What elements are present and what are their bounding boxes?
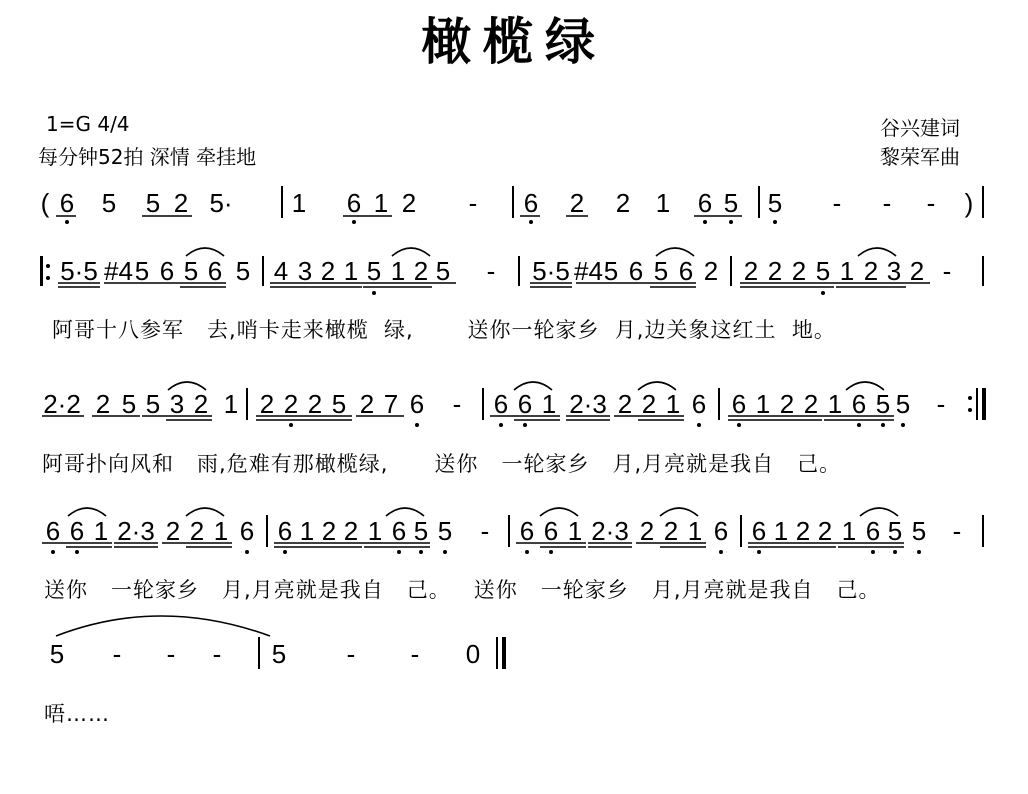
note: 2 (615, 188, 631, 218)
note: 1 (213, 516, 229, 546)
note: 5 (331, 389, 347, 419)
note: 2 (193, 389, 209, 419)
note: 5 (911, 516, 927, 546)
note: 5 (603, 256, 619, 286)
note: 2 (95, 389, 111, 419)
note: 5 (413, 516, 429, 546)
note: - (166, 639, 176, 669)
note: 5 (887, 516, 903, 546)
note: 1 (665, 389, 681, 419)
note: 6 (628, 256, 644, 286)
note: 2 (320, 256, 336, 286)
note: 6 (69, 516, 85, 546)
note: 7 (383, 389, 399, 419)
note: - (926, 188, 936, 218)
note: 5 (121, 389, 137, 419)
note: 2 (321, 516, 337, 546)
note: 5· (209, 188, 233, 218)
note: 5 (183, 256, 199, 286)
note: 6 (207, 256, 223, 286)
note: 1 (93, 516, 109, 546)
note: 2 (165, 516, 181, 546)
note: 2 (283, 389, 299, 419)
note: 2 (743, 256, 759, 286)
note: - (480, 516, 490, 546)
note: 5 (437, 516, 453, 546)
note: 6 (523, 188, 539, 218)
note: 1 (839, 256, 855, 286)
note: - (486, 256, 496, 286)
note: 2 (413, 256, 429, 286)
note: 2 (359, 389, 375, 419)
note: 1 (291, 188, 307, 218)
note: 5 (815, 256, 831, 286)
note: 2 (791, 256, 807, 286)
note: 5 (101, 188, 117, 218)
lyrics-line-3: 送你 一轮家乡 月,月亮就是我自 己。 送你 一轮家乡 月,月亮就是我自 己。 (44, 578, 881, 602)
note: 3 (886, 256, 902, 286)
note: 6 (517, 389, 533, 419)
note: 6 (691, 389, 707, 419)
note: 3 (297, 256, 313, 286)
note: 2 (173, 188, 189, 218)
note: - (952, 516, 962, 546)
note: - (112, 639, 122, 669)
note: 2 (663, 516, 679, 546)
note: 6 (519, 516, 535, 546)
note: 5 (366, 256, 382, 286)
note: - (882, 188, 892, 218)
note: 2 (703, 256, 719, 286)
note: 2 (641, 389, 657, 419)
note: 2·3 (591, 516, 629, 546)
note: 6 (543, 516, 559, 546)
note: 4 (273, 256, 289, 286)
note: 2 (909, 256, 925, 286)
note: 5 (895, 389, 911, 419)
note: 2·3 (117, 516, 155, 546)
note: 6 (865, 516, 881, 546)
note: 2 (343, 516, 359, 546)
note: 6 (678, 256, 694, 286)
note: - (942, 256, 952, 286)
note: ( (40, 188, 50, 218)
note: 1 (373, 188, 389, 218)
note: 2·2 (43, 389, 81, 419)
note: 1 (827, 389, 843, 419)
lyrics-line-1: 阿哥十八参军 去,哨卡走来橄榄 绿, 送你一轮家乡 月,边关象这红土 地。 (52, 318, 836, 342)
note: 1 (367, 516, 383, 546)
note: 2 (863, 256, 879, 286)
note: 2 (569, 188, 585, 218)
note: 1 (567, 516, 583, 546)
note: 5 (653, 256, 669, 286)
song-title: 橄榄绿 (421, 12, 607, 71)
note: 1 (343, 256, 359, 286)
note: 6 (159, 256, 175, 286)
note: 6 (239, 516, 255, 546)
key-signature: 1=G 4/4 (46, 112, 130, 136)
note: 6 (751, 516, 767, 546)
note: 2 (817, 516, 833, 546)
note: 5 (145, 389, 161, 419)
note: 6 (59, 188, 75, 218)
tempo-marking: 每分钟52拍 深情 牵挂地 (38, 145, 257, 169)
note: - (468, 188, 478, 218)
note: 1 (755, 389, 771, 419)
note: #4 (574, 256, 603, 286)
note: 2·3 (569, 389, 607, 419)
lyricist-credit: 谷兴建词 (880, 116, 960, 140)
note: 5 (145, 188, 161, 218)
note: 2 (307, 389, 323, 419)
note: 2 (767, 256, 783, 286)
note: - (212, 639, 222, 669)
note: - (832, 188, 842, 218)
note: 1 (390, 256, 406, 286)
note: 5 (875, 389, 891, 419)
note: 5 (49, 639, 65, 669)
note: 2 (189, 516, 205, 546)
note: 5 (271, 639, 287, 669)
note: 2 (779, 389, 795, 419)
note: 1 (841, 516, 857, 546)
note: 5 (723, 188, 739, 218)
note: 5 (134, 256, 150, 286)
note: 6 (409, 389, 425, 419)
note: 2 (401, 188, 417, 218)
note: 6 (391, 516, 407, 546)
note: 2 (617, 389, 633, 419)
note: 2 (803, 389, 819, 419)
note: 2 (795, 516, 811, 546)
note: 1 (687, 516, 703, 546)
note: 5 (767, 188, 783, 218)
note: 1 (541, 389, 557, 419)
note: 1 (655, 188, 671, 218)
note: 0 (465, 639, 481, 669)
note: 5·5 (60, 256, 98, 286)
note: 1 (223, 389, 239, 419)
note: 6 (697, 188, 713, 218)
note: 6 (851, 389, 867, 419)
composer-credit: 黎荣军曲 (880, 145, 960, 169)
lyrics-line-2: 阿哥扑向风和 雨,危难有那橄榄绿, 送你 一轮家乡 月,月亮就是我自 己。 (42, 452, 842, 476)
note: - (452, 389, 462, 419)
note: 5 (235, 256, 251, 286)
note: 6 (731, 389, 747, 419)
note: - (410, 639, 420, 669)
note: ) (964, 188, 974, 218)
note: 3 (169, 389, 185, 419)
note: #4 (104, 256, 133, 286)
note: 1 (773, 516, 789, 546)
note: 6 (493, 389, 509, 419)
note: 6 (277, 516, 293, 546)
note: 6 (45, 516, 61, 546)
note: 5 (435, 256, 451, 286)
note: 6 (346, 188, 362, 218)
note: 5·5 (532, 256, 570, 286)
note: 2 (639, 516, 655, 546)
lyrics-line-4: 唔…… (44, 702, 110, 726)
note: 2 (259, 389, 275, 419)
note: - (936, 389, 946, 419)
note: 6 (713, 516, 729, 546)
note: - (346, 639, 356, 669)
note: 1 (299, 516, 315, 546)
